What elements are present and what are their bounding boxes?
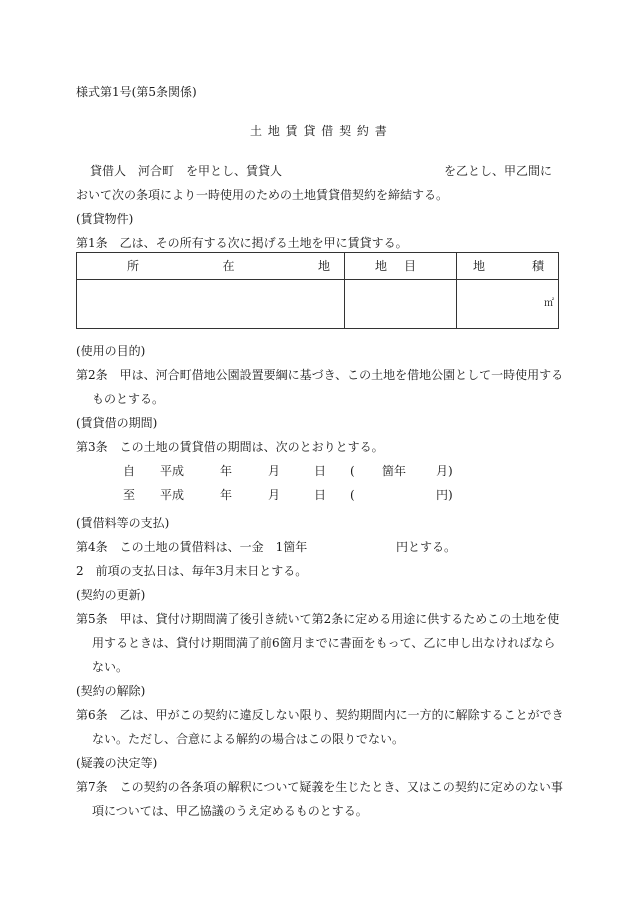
article2-text-cont: ものとする。 [92, 392, 165, 406]
article7-heading: (疑義の決定等) [76, 756, 158, 770]
period-from-open: ( [350, 464, 355, 478]
table-row [77, 280, 559, 329]
location-cell[interactable] [77, 280, 345, 329]
intro-part1: 貸借人 河合町 を甲とし、賃貸人 [90, 164, 283, 178]
article5-text-cont: ない。 [92, 660, 129, 674]
location-header [77, 253, 345, 280]
period-from-month: 月 [268, 464, 281, 478]
period-from-unit: 月) [436, 464, 453, 478]
article4-clause2: 2 前項の支払日は、毎年3月末日とする。 [76, 564, 308, 578]
period-to-label: 至 [123, 488, 136, 502]
property-table [76, 252, 559, 329]
period-to-year: 年 [220, 488, 233, 502]
period-from-label: 自 [123, 464, 136, 478]
period-from-year: 年 [220, 464, 233, 478]
period-from-count: 箇年 [382, 464, 407, 478]
period-to-era: 平成 [160, 488, 185, 502]
period-to-month: 月 [268, 488, 281, 502]
period-to-unit: 円) [436, 488, 453, 502]
intro-line2: おいて次の条項により一時使用のための土地賃貸借契約を締結する。 [76, 188, 449, 202]
article4-text-end: 円とする。 [396, 540, 457, 554]
article5-text-cont: 用するときは、貸付け期間満了前6箇月までに書面をもって、乙に申し出なければなら [92, 636, 556, 650]
period-to-open: ( [350, 488, 355, 502]
location-header-char: 地 [317, 258, 330, 273]
article4-text: 第4条 この土地の賃借料は、一金 1箇年 [76, 540, 308, 554]
article3-text: 第3条 この土地の賃貸借の期間は、次のとおりとする。 [76, 440, 384, 454]
article6-text: 第6条 乙は、甲がこの契約に違反しない限り、契約期間内に一方的に解除することができ [76, 708, 564, 722]
article2-heading: (使用の目的) [76, 344, 146, 358]
article4-heading: (賃借料等の支払) [76, 516, 170, 530]
document-title: 土 地 賃 貸 借 契 約 書 [250, 124, 388, 138]
area-header-char: 積 [531, 258, 544, 273]
article5-text: 第5条 甲は、貸付け期間満了後引き続いて第2条に定める用途に供するためこの土地を使 [76, 612, 560, 626]
article7-text: 第7条 この契約の各条項の解釈について疑義を生じたとき、又はこの契約に定めのない事 [76, 780, 563, 794]
period-from-era: 平成 [160, 464, 185, 478]
area-cell[interactable] [457, 280, 559, 329]
article3-heading: (賃貸借の期間) [76, 416, 158, 430]
article1-text: 第1条 乙は、その所有する次に掲げる土地を甲に賃貸する。 [76, 236, 408, 250]
intro-part2: を乙とし、甲乙間に [444, 164, 553, 178]
category-header-char: 地 [375, 258, 388, 273]
article7-text-cont: 項については、甲乙協議のうえ定めるものとする。 [92, 804, 368, 818]
category-header-char: 目 [403, 258, 416, 273]
category-cell[interactable] [345, 280, 457, 329]
article6-text-cont: ない。ただし、合意による解約の場合はこの限りでない。 [92, 732, 405, 746]
article2-text: 第2条 甲は、河合町借地公園設置要綱に基づき、この土地を借地公園として一時使用する [76, 368, 564, 382]
article5-heading: (契約の更新) [76, 588, 146, 602]
period-from-day: 日 [314, 464, 327, 478]
article1-heading: (賃貸物件) [76, 212, 134, 226]
location-header-char: 所 [127, 258, 140, 273]
area-header [457, 253, 559, 280]
form-label: 様式第1号(第5条関係) [76, 85, 197, 99]
location-header-char: 在 [222, 258, 235, 273]
area-header-char: 地 [473, 258, 486, 273]
article6-heading: (契約の解除) [76, 684, 146, 698]
property-table-header [77, 253, 559, 280]
area-unit: ㎡ [544, 298, 554, 309]
category-header [345, 253, 457, 280]
period-to-day: 日 [314, 488, 327, 502]
